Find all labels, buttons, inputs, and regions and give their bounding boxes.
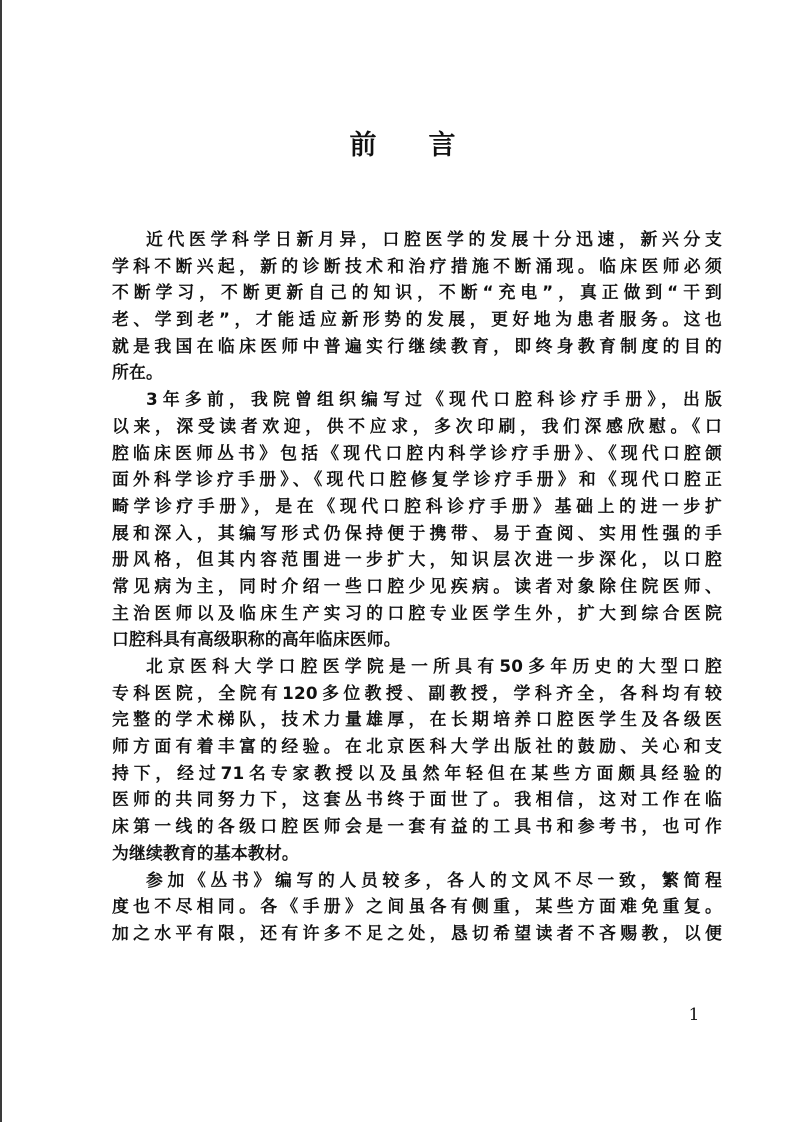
preface-body <box>112 226 722 947</box>
text-line: 学科不断兴起，新的诊断技术和治疗措施不断涌现。临床医师必须 <box>112 255 722 276</box>
paragraph-2 <box>112 386 722 653</box>
text-line: 3年多前，我院曾组织编写过《现代口腔科诊疗手册》，出版 <box>146 389 722 410</box>
text-line: 主治医师以及临床生产实习的口腔专业医学生外，扩大到综合医院 <box>112 602 722 623</box>
text-line: 师方面有着丰富的经验。在北京医科大学出版社的鼓励、关心和支 <box>112 736 722 757</box>
text-line: 腔临床医师丛书》包括《现代口腔内科学诊疗手册》、《现代口腔颌 <box>112 442 722 463</box>
text-line: 册风格，但其内容范围进一步扩大，知识层次进一步深化，以口腔 <box>112 549 722 570</box>
text-line: 就是我国在临床医师中普遍实行继续教育，即终身教育制度的目的 <box>112 335 722 356</box>
text-line: 完整的学术梯队，技术力量雄厚，在长期培养口腔医学生及各级医 <box>112 709 722 730</box>
text-line: 加之水平有限，还有许多不足之处，恳切希望读者不吝赐教，以便 <box>112 922 722 943</box>
text-line: 畸学诊疗手册》，是在《现代口腔科诊疗手册》基础上的进一步扩 <box>112 495 722 516</box>
text-line: 为继续教育的基本教材。 <box>112 842 299 863</box>
text-line: 以来，深受读者欢迎，供不应求，多次印刷，我们深感欣慰。《口 <box>112 415 722 436</box>
text-line: 北京医科大学口腔医学院是一所具有50多年历史的大型口腔 <box>146 656 722 676</box>
paragraph-1 <box>112 226 722 386</box>
text-line: 老、学到老”，才能适应新形势的发展，更好地为患者服务。这也 <box>112 309 722 330</box>
text-line: 度也不尽相同。各《手册》之间虽各有侧重，某些方面难免重复。 <box>112 896 722 917</box>
text-line: 持下，经过71名专家教授以及虽然年轻但在某些方面颇具经验的 <box>112 762 722 783</box>
text-line: 近代医学科学日新月异，口腔医学的发展十分迅速，新兴分支 <box>146 229 722 249</box>
text-line: 常见病为主，同时介绍一些口腔少见疾病。读者对象除住院医师、 <box>112 575 722 596</box>
text-line: 专科医院，全院有120多位教授、副教授，学科齐全，各科均有较 <box>112 682 722 703</box>
page-number: 1 <box>688 1005 700 1025</box>
text-line: 口腔科具有高级职称的高年临床医师。 <box>112 629 401 650</box>
paragraph-3 <box>112 653 722 867</box>
title-char-1: 前 <box>349 130 377 161</box>
title-char-2: 言 <box>428 130 456 161</box>
text-line: 参加《丛书》编写的人员较多，各人的文风不尽一致，繁简程 <box>146 869 722 890</box>
page-title <box>2 128 801 164</box>
text-line: 不断学习，不断更新自己的知识，不断“充电”，真正做到“干到 <box>112 282 722 303</box>
text-line: 面外科学诊疗手册》、《现代口腔修复学诊疗手册》和《现代口腔正 <box>112 469 722 490</box>
paragraph-4 <box>112 867 722 947</box>
text-line: 医师的共同努力下，这套丛书终于面世了。我相信，这对工作在临 <box>112 789 722 810</box>
text-line: 展和深入，其编写形式仍保持便于携带、易于查阅、实用性强的手 <box>112 522 722 543</box>
text-line: 床第一线的各级口腔医师会是一套有益的工具书和参考书，也可作 <box>112 816 722 837</box>
text-line: 所在。 <box>112 362 163 383</box>
